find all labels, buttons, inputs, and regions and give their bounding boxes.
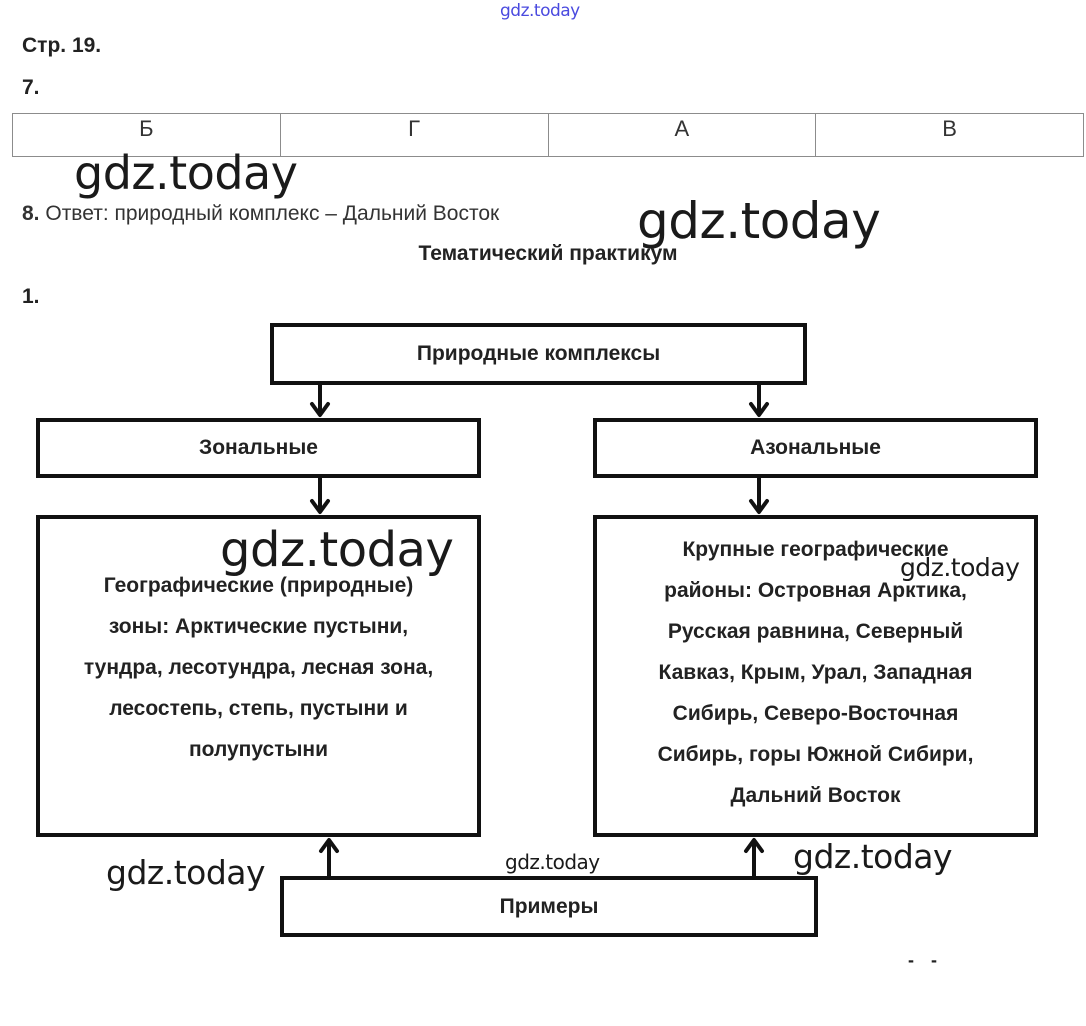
answer-cell-2: Г <box>281 114 549 156</box>
azonal-line-2: районы: Островная Арктика, <box>664 579 967 602</box>
watermark-3: gdz.today <box>220 522 454 578</box>
azonal-line-7: Дальний Восток <box>730 784 901 807</box>
question-8-number: 8. <box>22 202 40 225</box>
azonal-label: Азональные <box>750 436 881 459</box>
arrow-root-to-zonal <box>312 385 328 415</box>
azonal-line-6: Сибирь, горы Южной Сибири, <box>657 743 974 766</box>
zonal-line-2: зоны: Арктические пустыни, <box>108 615 409 638</box>
answer-cell-3: А <box>549 114 817 156</box>
answer-cell-1: Б <box>13 114 281 156</box>
page-reference: Стр. 19. <box>22 34 102 57</box>
watermark-top: gdz.today <box>500 1 580 21</box>
watermark-6: gdz.today <box>505 850 600 874</box>
question-8-answer: Ответ: природный комплекс – Дальний Восток <box>45 202 500 225</box>
watermark-5: gdz.today <box>106 853 266 892</box>
zonal-label: Зональные <box>199 436 318 459</box>
azonal-line-3: Русская равнина, Северный <box>667 620 964 643</box>
azonal-line-5: Сибирь, Северо-Восточная <box>672 702 959 725</box>
zonal-line-4: лесостепь, степь, пустыни и <box>109 697 408 720</box>
footer-dash: - - <box>908 950 943 970</box>
azonal-line-4: Кавказ, Крым, Урал, Западная <box>658 661 973 684</box>
section-title: Тематический практикум <box>418 242 678 265</box>
examples-label: Примеры <box>499 894 599 918</box>
arrow-zonal-to-desc <box>312 478 328 512</box>
question-1-label: 1. <box>22 285 40 308</box>
diagram-root-label: Природные комплексы <box>416 342 661 365</box>
answer-cell-4: В <box>942 116 957 141</box>
watermark-1: gdz.today <box>74 146 298 200</box>
zonal-line-3: тундра, лесотундра, лесная зона, <box>83 656 434 679</box>
watermark-7: gdz.today <box>793 837 953 876</box>
azonal-line-1: Крупные географические <box>682 538 949 561</box>
question-7-label: 7. <box>22 76 40 99</box>
zonal-line-1: Географические (природные) <box>103 574 414 597</box>
arrow-examples-to-azonal <box>746 840 762 876</box>
arrow-azonal-to-desc <box>751 478 767 512</box>
arrow-root-to-azonal <box>751 385 767 415</box>
zonal-line-5: полупустыни <box>188 738 329 761</box>
watermark-2: gdz.today <box>637 192 881 250</box>
arrow-examples-to-zonal <box>321 840 337 876</box>
watermark-4: gdz.today <box>900 553 1020 582</box>
